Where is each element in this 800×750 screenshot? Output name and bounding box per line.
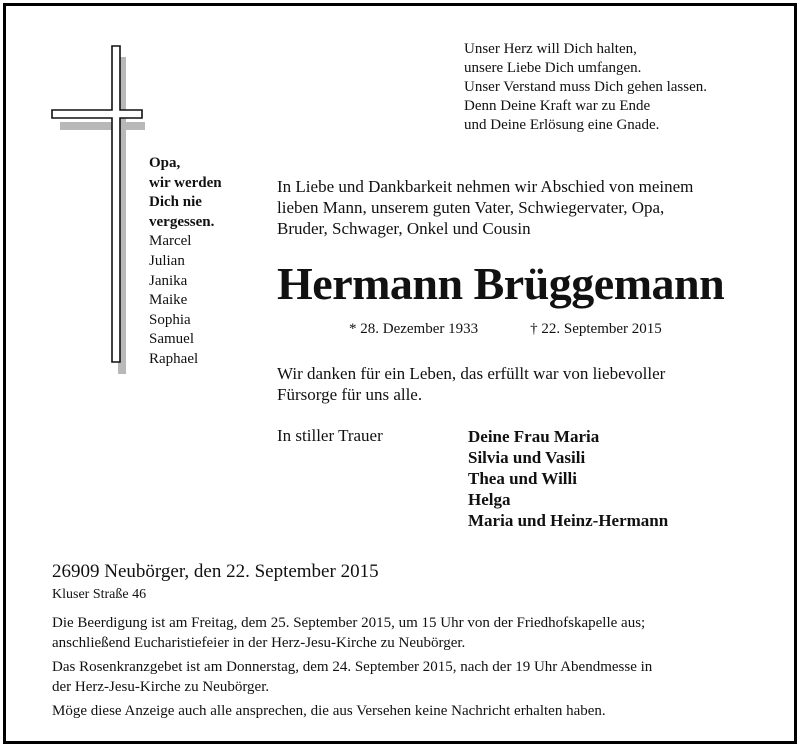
funeral-line: Die Beerdigung ist am Freitag, dem 25. September 2015, um 15 Uhr von der Friedhofskapelle aus; bbox=[52, 615, 646, 631]
funeral-paragraph bbox=[52, 614, 772, 653]
closing-paragraph bbox=[52, 702, 772, 722]
mourner-name: Silvia und Vasili bbox=[468, 448, 586, 467]
grandchildren-heading-line: wir werden bbox=[149, 174, 222, 191]
poem-line: und Deine Erlösung eine Gnade. bbox=[464, 117, 660, 133]
poem-line: Unser Verstand muss Dich gehen lassen. bbox=[464, 79, 708, 95]
grandchildren-block bbox=[149, 154, 222, 370]
grandchild-name: Julian bbox=[149, 252, 185, 269]
intro-text bbox=[277, 176, 767, 239]
grandchild-name: Raphael bbox=[149, 350, 199, 367]
grandchild-name: Janika bbox=[149, 272, 188, 289]
thanks-line: Fürsorge für uns alle. bbox=[277, 385, 423, 404]
grandchildren-heading-line: Opa, bbox=[149, 155, 181, 171]
grandchild-name: Samuel bbox=[149, 331, 194, 348]
grandchildren-heading-line: vergessen. bbox=[149, 213, 215, 230]
poem-line: Unser Herz will Dich halten, bbox=[464, 41, 637, 57]
grandchild-name: Sophia bbox=[149, 311, 191, 328]
mourner-name: Helga bbox=[468, 490, 511, 509]
intro-line: lieben Mann, unserem guten Vater, Schwiegervater, Opa, bbox=[277, 198, 665, 217]
mourner-name: Maria und Heinz-Hermann bbox=[468, 511, 669, 530]
place-date: 26909 Neubörger, den 22. September 2015 bbox=[52, 561, 379, 582]
poem-line: unsere Liebe Dich umfangen. bbox=[464, 60, 642, 76]
grandchild-name: Maike bbox=[149, 292, 188, 309]
thanks-line: Wir danken für ein Leben, das erfüllt war von liebevoller bbox=[277, 364, 666, 383]
life-dates bbox=[349, 321, 662, 338]
address: Kluser Straße 46 bbox=[52, 587, 147, 602]
rosary-line: der Herz-Jesu-Kirche zu Neubörger. bbox=[52, 678, 270, 695]
rosary-paragraph bbox=[52, 658, 772, 697]
mourner-name: Thea und Willi bbox=[468, 469, 577, 488]
funeral-line: anschließend Eucharistiefeier in der Herz-Jesu-Kirche zu Neubörger. bbox=[52, 634, 466, 651]
mourning-label: In stiller Trauer bbox=[277, 426, 383, 445]
deceased-name: Hermann Brüggemann bbox=[277, 258, 725, 309]
poem bbox=[464, 40, 707, 135]
mourner-name: Deine Frau Maria bbox=[468, 427, 600, 446]
birth-date: * 28. Dezember 1933 bbox=[349, 321, 479, 337]
obituary-notice bbox=[3, 3, 797, 744]
rosary-line: Das Rosenkranzgebet ist am Donnerstag, dem 24. September 2015, nach der 19 Uhr Abendmesse in bbox=[52, 659, 653, 675]
mourners-list bbox=[468, 426, 668, 531]
poem-line: Denn Deine Kraft war zu Ende bbox=[464, 98, 651, 114]
service-info bbox=[52, 614, 772, 727]
grandchild-name: Marcel bbox=[149, 233, 192, 250]
death-date: † 22. September 2015 bbox=[530, 321, 662, 337]
thanks-text bbox=[277, 363, 665, 405]
intro-line: In Liebe und Dankbarkeit nehmen wir Abschied von meinem bbox=[277, 177, 694, 196]
intro-line: Bruder, Schwager, Onkel und Cousin bbox=[277, 219, 531, 238]
cross-icon bbox=[50, 44, 145, 374]
closing-line: Möge diese Anzeige auch alle ansprechen, die aus Versehen keine Nachricht erhalten haben. bbox=[52, 703, 606, 719]
grandchildren-heading-line: Dich nie bbox=[149, 194, 202, 211]
